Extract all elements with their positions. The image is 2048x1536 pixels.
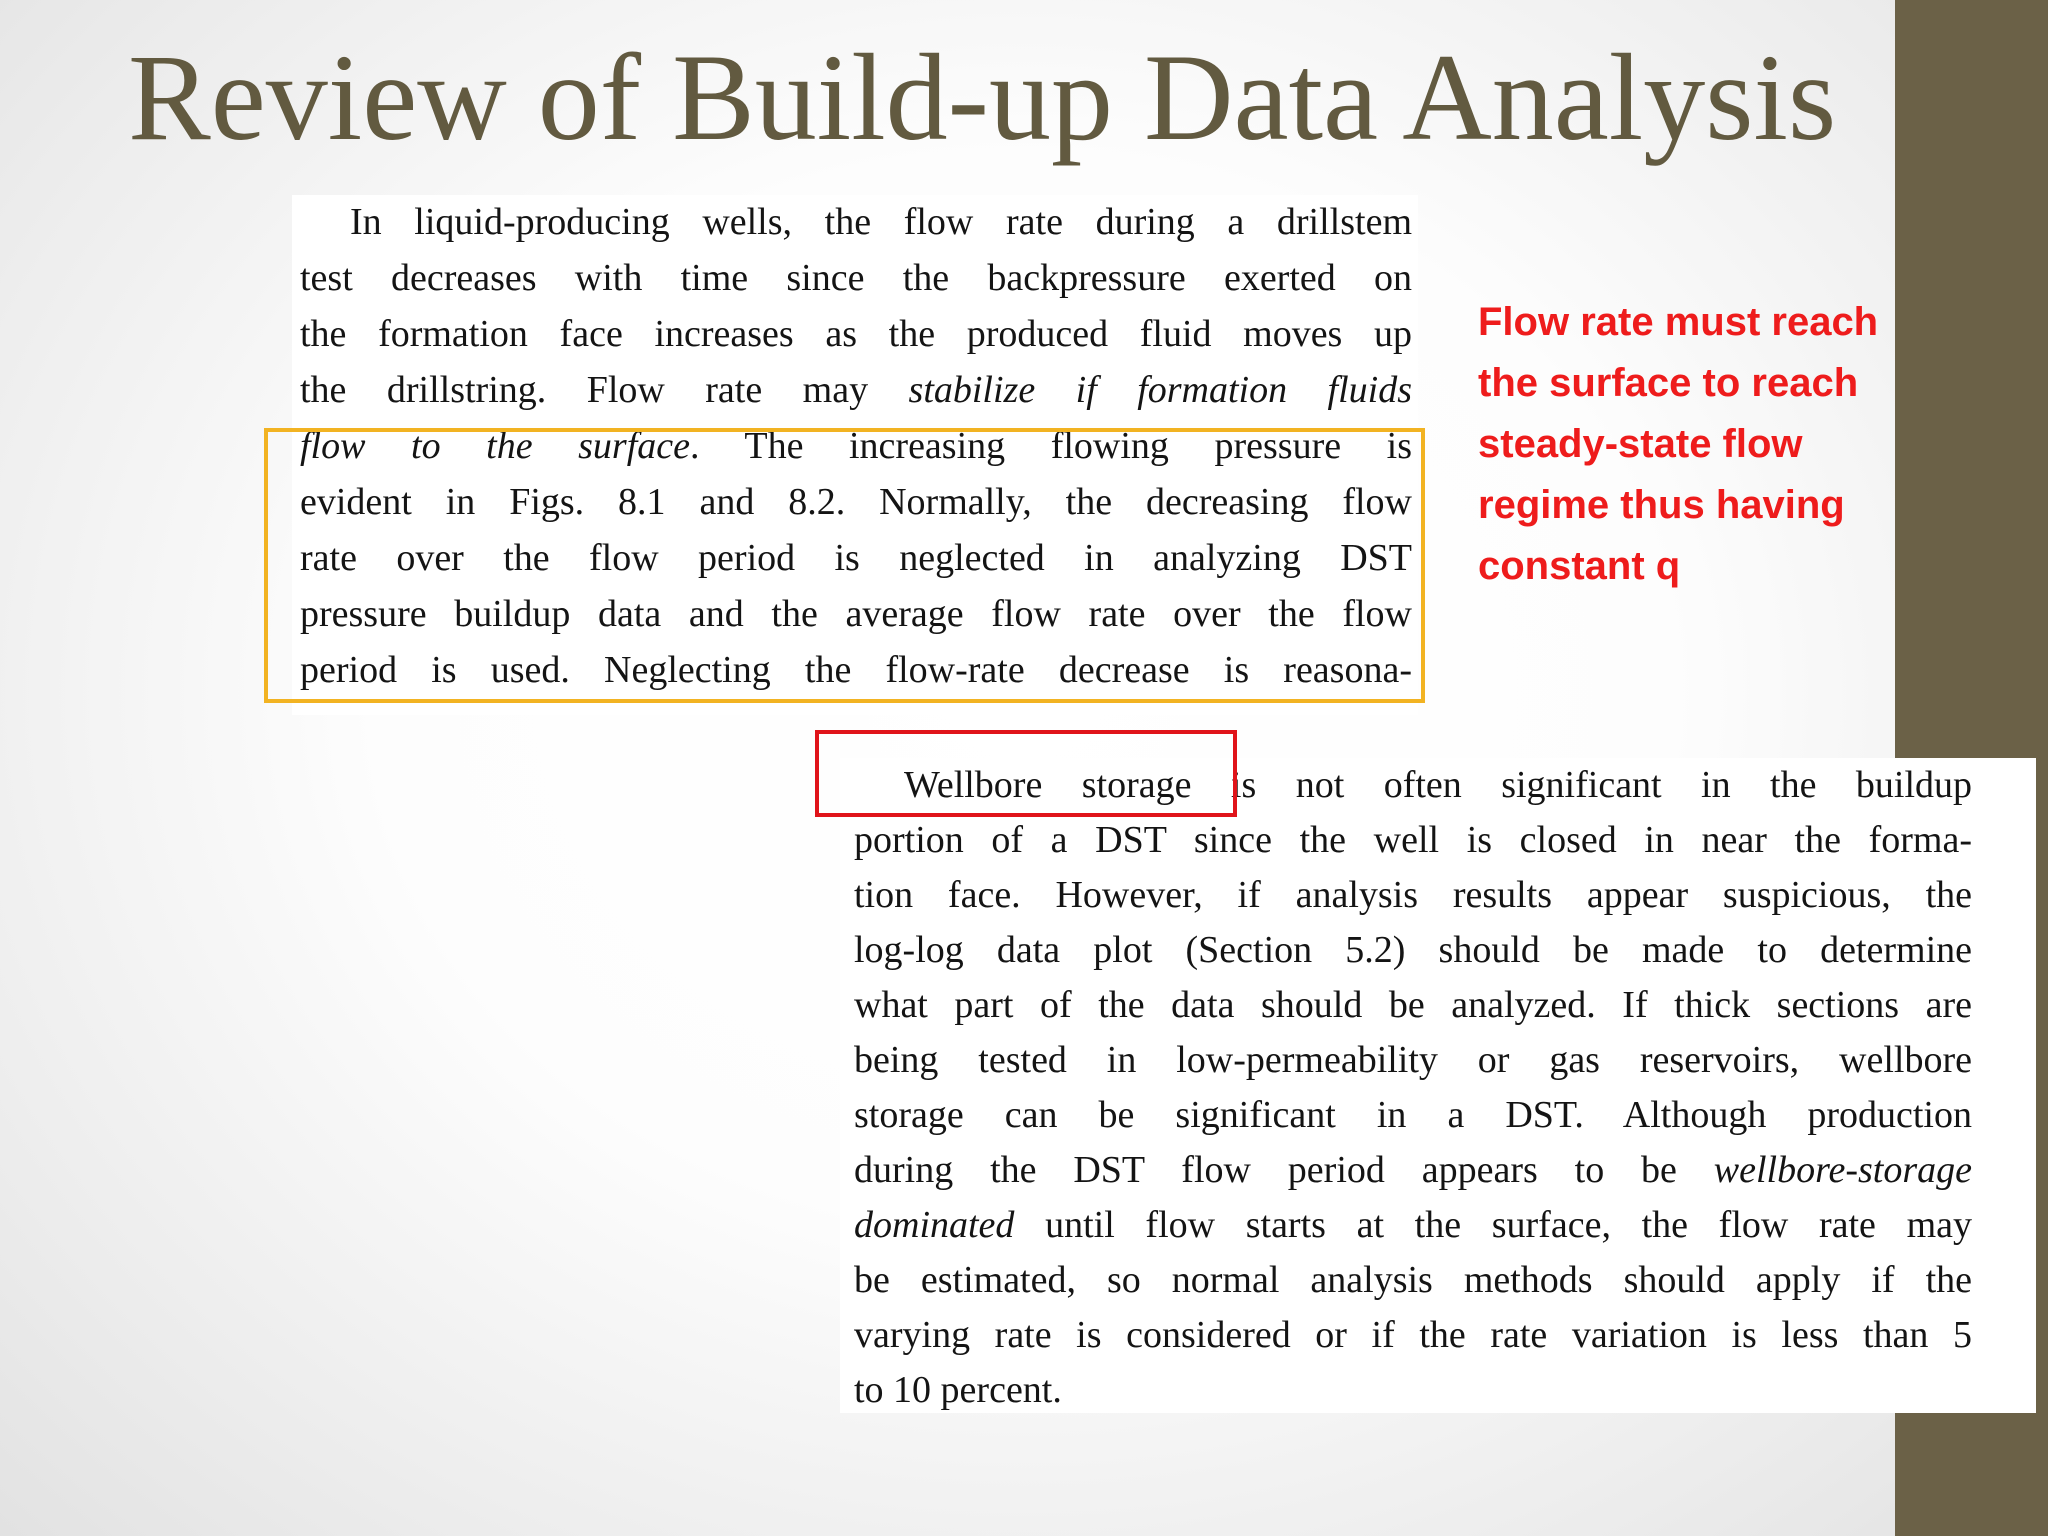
excerpt-line bbox=[854, 1143, 1972, 1199]
excerpt-text: to 10 percent. bbox=[854, 1369, 1062, 1411]
excerpt-text: rate over the flow period is neglected in analyzing DST bbox=[300, 537, 1412, 579]
annotation-line: regime thus having bbox=[1478, 483, 1845, 527]
excerpt-line bbox=[854, 1253, 1972, 1309]
excerpt-line bbox=[854, 1033, 1972, 1089]
excerpt-text: the formation face increases as the produced fluid moves up bbox=[300, 313, 1412, 355]
annotation-line: constant q bbox=[1478, 544, 1681, 588]
excerpt-text: test decreases with time since the backpressure exerted on bbox=[300, 257, 1412, 299]
excerpt-text: . The increasing flowing pressure is bbox=[689, 425, 1412, 467]
excerpt-text: during the DST flow period appears to be bbox=[854, 1149, 1714, 1191]
excerpt-text: tion face. However, if analysis results appear suspicious, the bbox=[854, 874, 1972, 916]
excerpt-text: varying rate is considered or if the rate variation is less than 5 bbox=[854, 1314, 1972, 1356]
excerpt-text: period is used. Neglecting the flow-rate decrease is reasona- bbox=[300, 649, 1412, 691]
excerpt-text: is not often significant in the buildup bbox=[1191, 764, 1973, 806]
excerpt-line bbox=[300, 307, 1412, 363]
annotation-line: the surface to reach bbox=[1478, 361, 1859, 405]
annotation-line: steady-state flow bbox=[1478, 422, 1803, 466]
excerpt-line bbox=[854, 1198, 1972, 1254]
excerpt-text: be estimated, so normal analysis methods should apply if the bbox=[854, 1259, 1972, 1301]
excerpt-line bbox=[854, 923, 1972, 979]
excerpt-text: pressure buildup data and the average flow rate over the flow bbox=[300, 593, 1412, 635]
excerpt-italic-text: stabilize if formation fluids bbox=[908, 369, 1413, 411]
excerpt-text: In liquid-producing wells, the flow rate during a drillstem bbox=[350, 201, 1412, 243]
wellbore-storage-term: Wellbore storage bbox=[904, 764, 1192, 806]
excerpt-text: the drillstring. Flow rate may bbox=[300, 369, 909, 411]
excerpt-text: evident in Figs. 8.1 and 8.2. Normally, the decreasing flow bbox=[300, 481, 1412, 523]
excerpt-line bbox=[854, 1088, 1972, 1144]
excerpt-line bbox=[300, 363, 1412, 419]
excerpt-line bbox=[854, 978, 1972, 1034]
excerpt-text: being tested in low-permeability or gas reservoirs, wellbore bbox=[854, 1039, 1972, 1081]
excerpt-text: portion of a DST since the well is closed in near the forma- bbox=[854, 819, 1972, 861]
slide-title: Review of Build-up Data Analysis bbox=[128, 29, 1837, 166]
excerpt-line bbox=[854, 1308, 1972, 1364]
excerpt-text: storage can be significant in a DST. Although production bbox=[854, 1094, 1972, 1136]
excerpt-line bbox=[300, 195, 1412, 251]
highlight-box-wellbore-storage bbox=[815, 730, 1237, 817]
annotation-note bbox=[1478, 292, 1958, 597]
excerpt-line bbox=[854, 1363, 1972, 1419]
scanned-excerpt-wellbore-storage bbox=[840, 758, 2036, 1413]
excerpt-italic-text: dominated bbox=[854, 1204, 1015, 1246]
excerpt-line bbox=[854, 813, 1972, 869]
annotation-line: Flow rate must reach bbox=[1478, 300, 1879, 344]
excerpt-italic-text: flow to the surface bbox=[300, 425, 690, 467]
excerpt-text: what part of the data should be analyzed. If thick sections are bbox=[854, 984, 1972, 1026]
excerpt-text: log-log data plot (Section 5.2) should be made to determine bbox=[854, 929, 1972, 971]
excerpt-text: until flow starts at the surface, the flow rate may bbox=[1014, 1204, 1972, 1246]
excerpt-italic-text: wellbore-storage bbox=[1713, 1149, 1972, 1191]
highlight-box-flow-to-surface bbox=[264, 428, 1425, 703]
excerpt-line bbox=[854, 868, 1972, 924]
excerpt-line bbox=[300, 251, 1412, 307]
